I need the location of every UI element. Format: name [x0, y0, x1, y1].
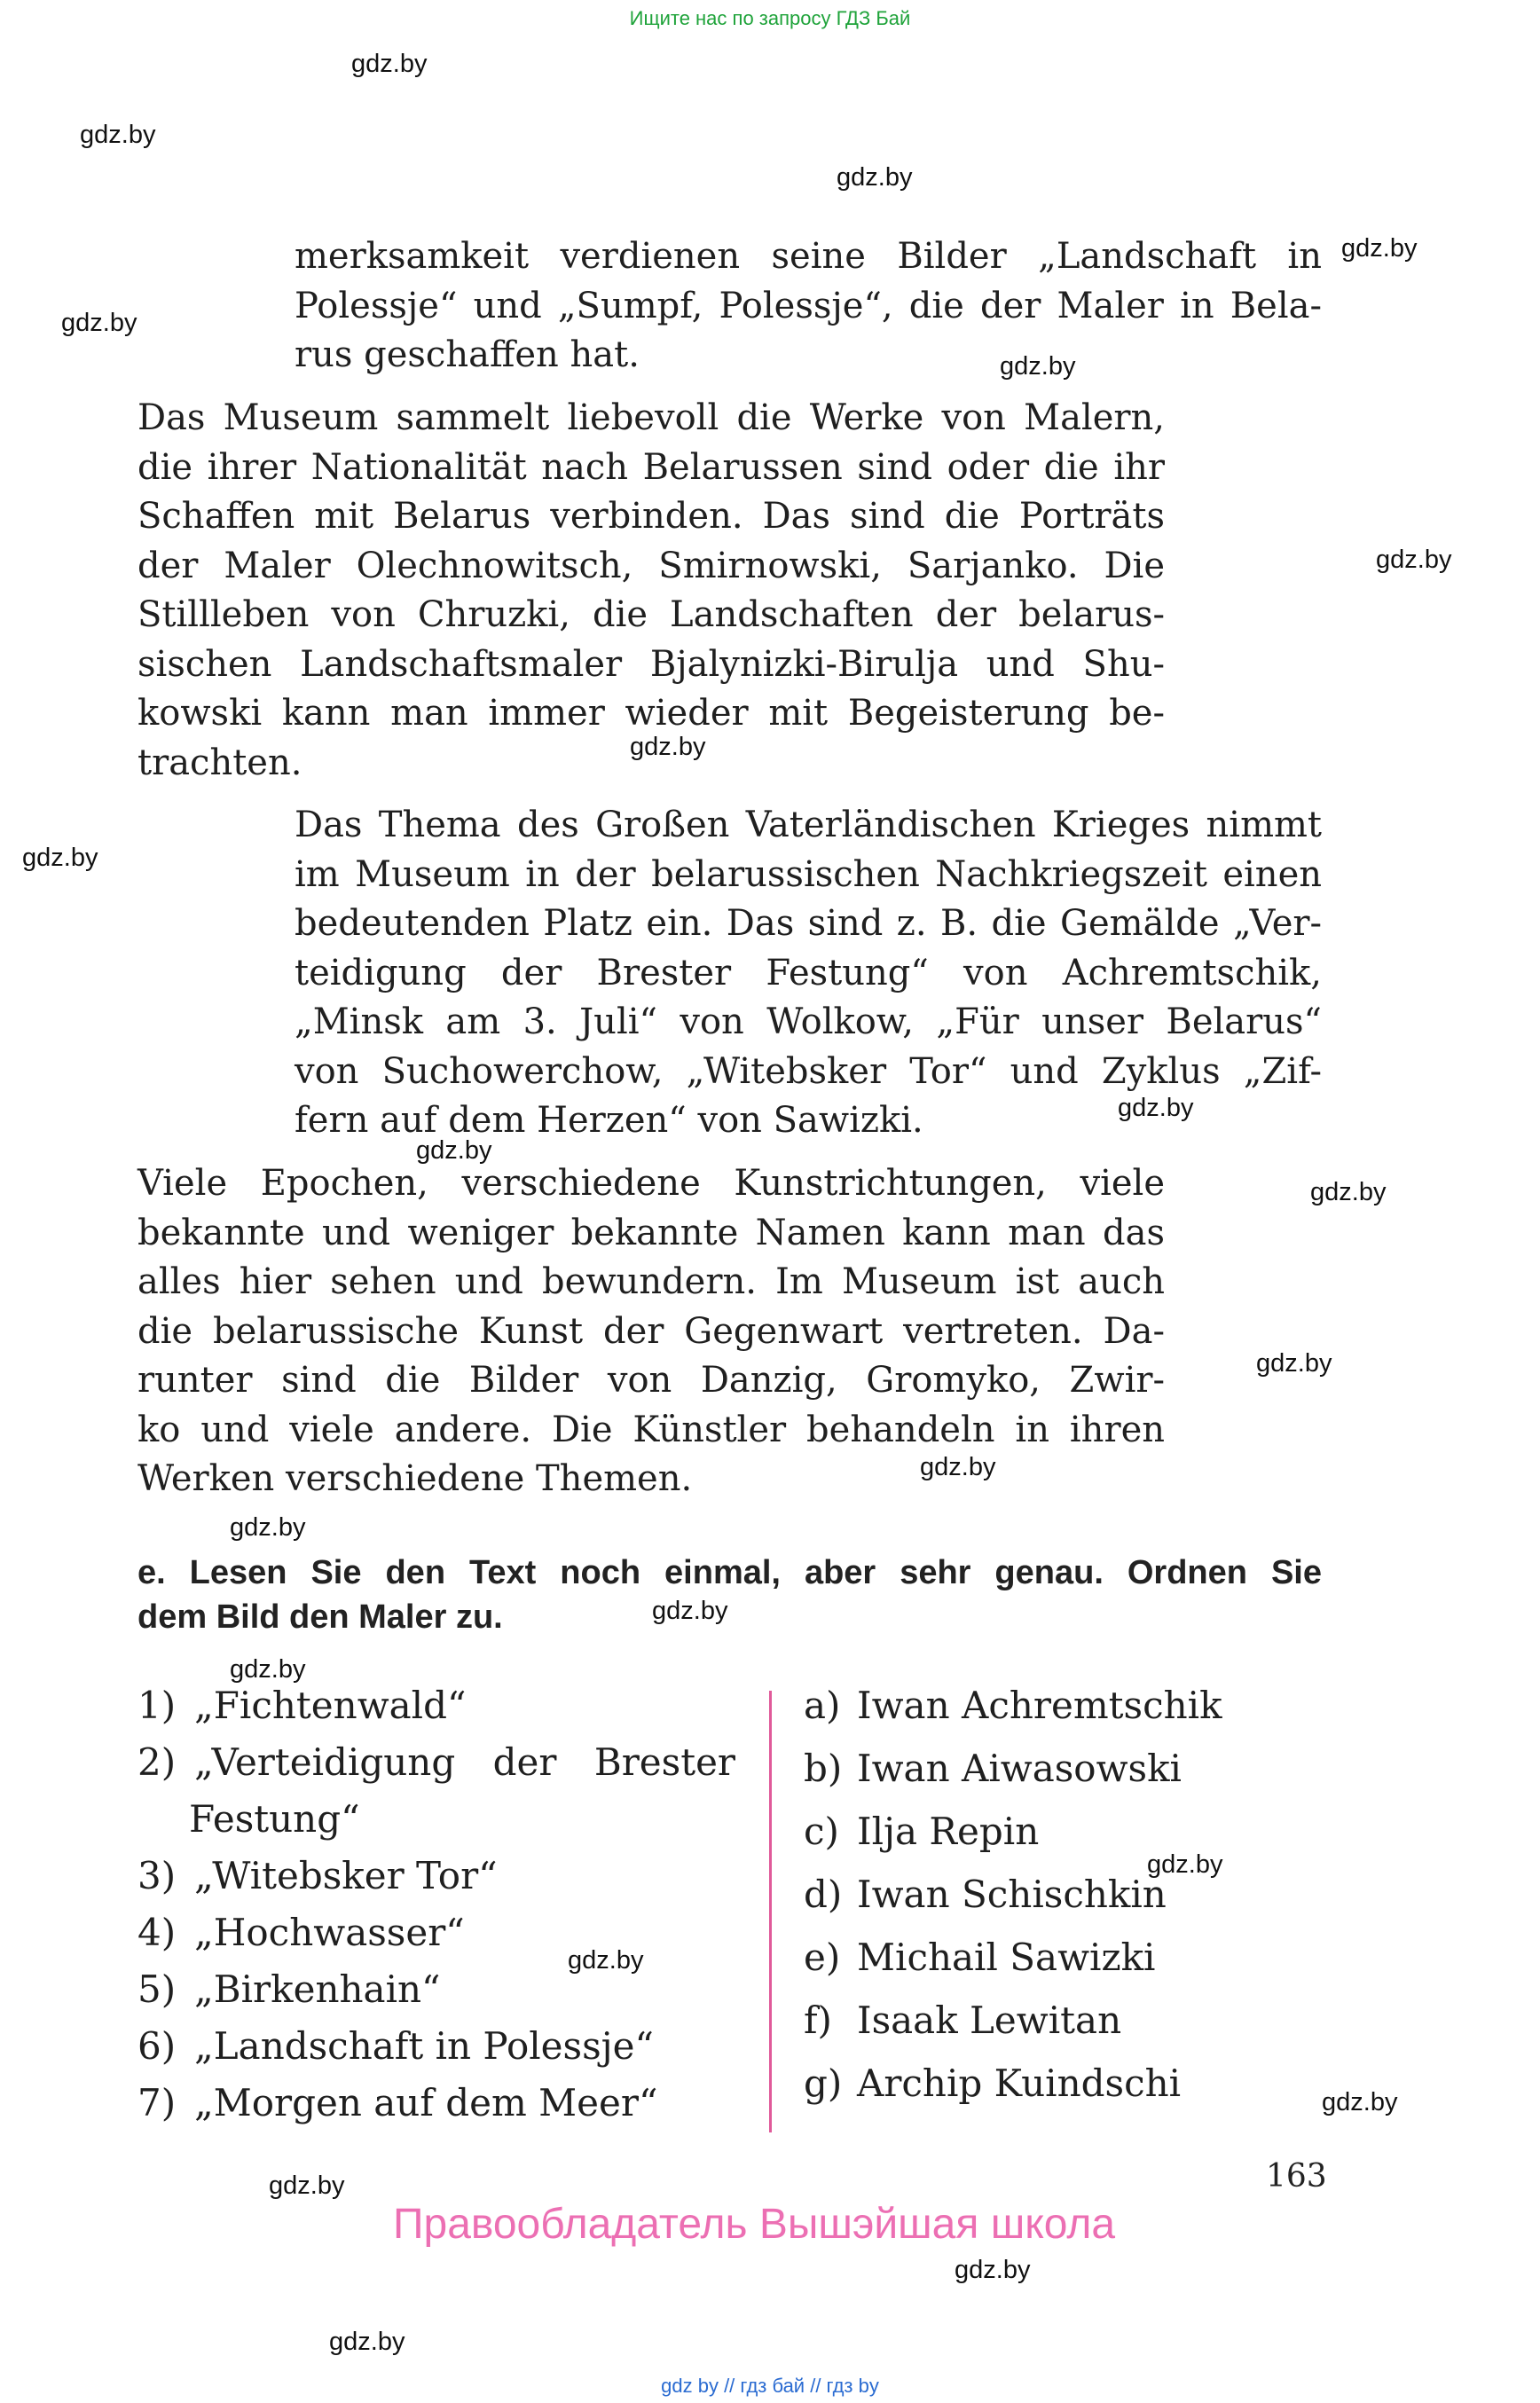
painter-name: Iwan Schischkin: [857, 1873, 1167, 1916]
watermark: gdz.by: [329, 2328, 405, 2356]
list-item: [138, 1967, 441, 2011]
painting-title: „Morgen auf dem Meer“: [194, 2081, 658, 2124]
text-line: Polessje“ und „Sumpf, Polessje“, die der Maler in Bela-: [295, 285, 1322, 326]
watermark: gdz.by: [568, 1946, 644, 1975]
paragraph-4: [138, 1159, 1165, 1504]
list-item: [138, 1854, 498, 1897]
text-line: Das Museum sammelt liebevoll die Werke von Malern,: [138, 397, 1165, 438]
task-line: dem Bild den Maler zu.: [138, 1598, 503, 1636]
paintings-list: [138, 1684, 758, 2145]
item-letter: f): [804, 1999, 832, 2042]
item-letter: a): [804, 1684, 841, 1727]
watermark: gdz.by: [1000, 352, 1076, 381]
watermark: gdz.by: [652, 1597, 728, 1625]
list-item: [804, 1684, 1222, 1727]
text-line: rus geschaffen hat.: [295, 334, 640, 375]
footer-links: gdz by // гдз бай // гдз by: [661, 2375, 879, 2397]
watermark: gdz.by: [920, 1453, 996, 1481]
item-number: 5): [138, 1967, 177, 2011]
text-line: die ihrer Nationalität nach Belarussen sind oder die ihr: [138, 446, 1165, 488]
painting-title: „Verteidigung der Brester: [194, 1740, 735, 1784]
painting-title: „Hochwasser“: [194, 1911, 465, 1954]
painter-name: Ilja Repin: [857, 1810, 1040, 1853]
text-line: teidigung der Brester Festung“ von Achremtschik,: [295, 952, 1322, 993]
list-item: [804, 1873, 1167, 1916]
text-line: fern auf dem Herzen“ von Sawizki.: [295, 1100, 923, 1141]
top-banner: Ищите нас по запросу ГДЗ Бай: [629, 7, 911, 29]
painting-title: „Witebsker Tor“: [194, 1854, 498, 1897]
item-number: 3): [138, 1854, 177, 1897]
text-line: die belarussische Kunst der Gegenwart vertreten. Da-: [138, 1310, 1165, 1352]
painter-name: Iwan Aiwasowski: [857, 1747, 1182, 1790]
list-item: [138, 1740, 739, 1784]
list-item-continuation: [189, 1797, 360, 1841]
watermark: gdz.by: [22, 844, 98, 872]
text-line: Stillleben von Chruzki, die Landschaften der belarus-: [138, 594, 1165, 635]
list-item: [804, 1747, 1182, 1790]
painting-title: „Birkenhain“: [194, 1967, 441, 2011]
text-line: kowski kann man immer wieder mit Begeisterung be-: [138, 693, 1165, 734]
rights-holder: Правообладатель Вышэйшая школа: [393, 2201, 1116, 2248]
item-number: 6): [138, 2024, 177, 2068]
watermark: gdz.by: [61, 309, 138, 337]
list-item: [804, 1999, 1121, 2042]
page-number: 163: [1266, 2158, 1327, 2195]
text-line: Das Thema des Großen Vaterländischen Krieges nimmt: [295, 805, 1322, 845]
painting-title-cont: Festung“: [189, 1797, 360, 1841]
text-line: runter sind die Bilder von Danzig, Gromyko, Zwir-: [138, 1360, 1165, 1401]
text-line: merksamkeit verdienen seine Bilder „Landschaft in: [295, 236, 1322, 277]
watermark: gdz.by: [1376, 546, 1452, 574]
watermark: gdz.by: [269, 2171, 345, 2200]
watermark: gdz.by: [230, 1655, 306, 1684]
painters-list: [804, 1684, 1300, 2127]
watermark: gdz.by: [1118, 1094, 1194, 1122]
item-number: 1): [138, 1684, 177, 1727]
watermark: gdz.by: [1322, 2088, 1398, 2116]
painting-title: „Fichtenwald“: [194, 1684, 467, 1727]
watermark: gdz.by: [1341, 234, 1418, 263]
item-number: 2): [138, 1740, 177, 1784]
watermark: gdz.by: [230, 1513, 306, 1542]
item-letter: e): [804, 1936, 841, 1979]
list-item: [804, 2061, 1181, 2105]
painter-name: Archip Kuindschi: [857, 2061, 1182, 2105]
column-divider: [769, 1691, 772, 2132]
list-item: [138, 1911, 465, 1954]
text-line: von Suchowerchow, „Witebsker Tor“ und Zyklus „Zif-: [295, 1050, 1322, 1092]
text-line: bedeutenden Platz ein. Das sind z. B. die Gemälde „Ver-: [295, 903, 1322, 944]
paragraph-2: [138, 394, 1165, 788]
text-line: ko und viele andere. Die Künstler behandeln in ihren: [138, 1409, 1165, 1450]
text-line: trachten.: [138, 742, 302, 783]
item-letter: c): [804, 1810, 839, 1853]
painter-name: Isaak Lewitan: [857, 1999, 1122, 2042]
item-letter: d): [804, 1873, 843, 1916]
paragraph-3: [295, 801, 1322, 1146]
text-line: Schaffen mit Belarus verbinden. Das sind die Porträts: [138, 496, 1165, 537]
text-line: bekannte und weniger bekannte Namen kann man das: [138, 1212, 1165, 1253]
watermark: gdz.by: [1310, 1178, 1387, 1206]
text-line: im Museum in der belarussischen Nachkriegszeit einen: [295, 853, 1322, 895]
text-line: „Minsk am 3. Juli“ von Wolkow, „Für unser Belarus“: [295, 1001, 1322, 1042]
item-letter: g): [804, 2061, 843, 2105]
painting-title: „Landschaft in Polessje“: [194, 2024, 654, 2068]
watermark: gdz.by: [837, 163, 913, 192]
watermark: gdz.by: [1147, 1850, 1223, 1879]
watermark: gdz.by: [351, 50, 428, 78]
watermark: gdz.by: [1256, 1349, 1332, 1378]
item-letter: b): [804, 1747, 843, 1790]
painter-name: Iwan Achremtschik: [857, 1684, 1222, 1727]
task-line: e. Lesen Sie den Text noch einmal, aber sehr genau. Ordnen Sie: [138, 1554, 1322, 1591]
list-item: [804, 1936, 1155, 1979]
text-line: Werken verschiedene Themen.: [138, 1458, 693, 1499]
text-line: Viele Epochen, verschiedene Kunstrichtungen, viele: [138, 1163, 1165, 1204]
paragraph-1: [295, 232, 1322, 381]
item-number: 7): [138, 2081, 177, 2124]
text-line: alles hier sehen und bewundern. Im Museum ist auch: [138, 1261, 1165, 1302]
list-item: [138, 1684, 466, 1727]
item-number: 4): [138, 1911, 177, 1954]
painter-name: Michail Sawizki: [857, 1936, 1156, 1979]
watermark: gdz.by: [416, 1136, 492, 1165]
text-line: der Maler Olechnowitsch, Smirnowski, Sarjanko. Die: [138, 545, 1165, 586]
text-line: sischen Landschaftsmaler Bjalynizki-Birulja und Shu-: [138, 643, 1165, 685]
list-item: [138, 2081, 657, 2124]
watermark: gdz.by: [955, 2256, 1031, 2284]
list-item: [804, 1810, 1039, 1853]
task-instruction: [138, 1551, 1322, 1639]
watermark: gdz.by: [80, 121, 156, 149]
list-item: [138, 2024, 654, 2068]
watermark: gdz.by: [630, 733, 706, 761]
